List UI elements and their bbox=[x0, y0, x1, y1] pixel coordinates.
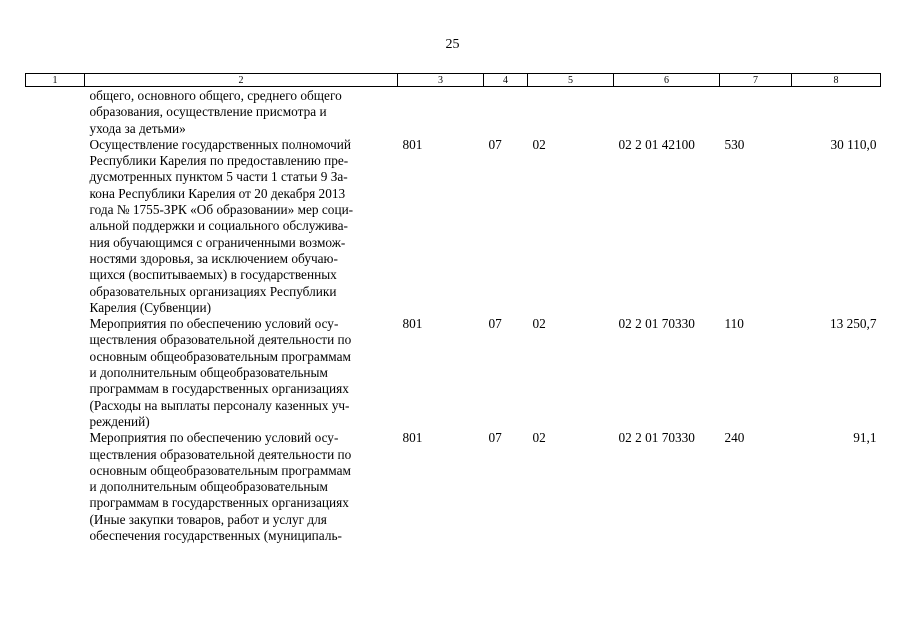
section-code: 07 bbox=[488, 430, 502, 446]
page-number: 25 bbox=[445, 37, 460, 52]
text-line: программам в государственных организациях bbox=[89, 495, 349, 511]
text-line: Мероприятия по обеспечению условий осу- bbox=[89, 316, 339, 332]
text-line: основным общеобразовательным программам bbox=[89, 348, 351, 364]
table-row bbox=[26, 316, 881, 430]
subsection-code: 02 bbox=[532, 316, 546, 332]
row-description bbox=[85, 316, 398, 430]
text-line: ния обучающимся с ограниченными возмож- bbox=[89, 234, 346, 250]
subsection-code: 02 bbox=[532, 430, 546, 446]
text-line: основным общеобразовательным программам bbox=[89, 462, 351, 478]
text-line: образования, осуществление присмотра и bbox=[89, 104, 327, 120]
column-header-4: 4 bbox=[484, 74, 528, 87]
text-line: ществления образовательной деятельности по bbox=[89, 332, 352, 348]
column-header-2: 2 bbox=[85, 74, 398, 87]
ministry-code: 801 bbox=[402, 430, 423, 446]
text-line: программам в государственных организациях bbox=[89, 381, 349, 397]
section-code: 07 bbox=[488, 316, 502, 332]
expense-type-code: 530 bbox=[724, 136, 745, 152]
text-line: ухода за детьми» bbox=[89, 120, 186, 136]
row-description bbox=[85, 137, 398, 316]
text-line: и дополнительным общеобразовательным bbox=[89, 479, 328, 495]
text-line: Мероприятия по обеспечению условий осу- bbox=[89, 430, 339, 446]
expense-type-code: 110 bbox=[724, 316, 744, 332]
text-line: кона Республики Карелия от 20 декабря 2013 bbox=[89, 185, 346, 201]
target-article-code: 02 2 01 70330 bbox=[618, 430, 695, 446]
text-line: обеспечения государственных (муниципаль- bbox=[89, 528, 342, 544]
text-line: Осуществление государственных полномочий bbox=[89, 136, 352, 152]
text-line: образовательных организациях Республики bbox=[89, 283, 337, 299]
continuation-text bbox=[85, 87, 398, 137]
ministry-code: 801 bbox=[402, 136, 423, 152]
table-row bbox=[26, 430, 881, 544]
column-header-8: 8 bbox=[792, 74, 881, 87]
text-line: (Иные закупки товаров, работ и услуг для bbox=[89, 511, 327, 527]
text-line: альной поддержки и социального обслужива- bbox=[89, 218, 348, 234]
column-header-1: 1 bbox=[26, 74, 85, 87]
column-header-5: 5 bbox=[528, 74, 614, 87]
text-line: и дополнительным общеобразовательным bbox=[89, 365, 328, 381]
row-description bbox=[85, 430, 398, 544]
continuation-row bbox=[26, 87, 881, 137]
amount-value: 91,1 bbox=[853, 430, 877, 446]
text-line: (Расходы на выплаты персоналу казенных уч- bbox=[89, 397, 350, 413]
column-header-7: 7 bbox=[720, 74, 792, 87]
table-header-row bbox=[26, 74, 881, 87]
column-header-6: 6 bbox=[614, 74, 720, 87]
text-line: Республики Карелия по предоставлению пре- bbox=[89, 153, 349, 169]
section-code: 07 bbox=[488, 136, 502, 152]
ministry-code: 801 bbox=[402, 316, 423, 332]
text-line: щихся (воспитываемых) в государственных bbox=[89, 267, 337, 283]
amount-value: 30 110,0 bbox=[830, 136, 877, 152]
text-line: реждений) bbox=[89, 413, 150, 429]
text-line: дусмотренных пунктом 5 части 1 статьи 9 За- bbox=[89, 169, 348, 185]
text-line: ностями здоровья, за исключением обучаю- bbox=[89, 250, 338, 266]
budget-table bbox=[25, 73, 881, 544]
column-header-3: 3 bbox=[398, 74, 484, 87]
text-line: года № 1755-ЗРК «Об образовании» мер соци- bbox=[89, 202, 354, 218]
text-line: Карелия (Субвенции) bbox=[89, 299, 212, 315]
target-article-code: 02 2 01 42100 bbox=[618, 136, 695, 152]
amount-value: 13 250,7 bbox=[829, 316, 877, 332]
subsection-code: 02 bbox=[532, 136, 546, 152]
table-row bbox=[26, 137, 881, 316]
target-article-code: 02 2 01 70330 bbox=[618, 316, 695, 332]
expense-type-code: 240 bbox=[724, 430, 745, 446]
text-line: ществления образовательной деятельности по bbox=[89, 446, 352, 462]
text-line: общего, основного общего, среднего общего bbox=[89, 88, 342, 103]
